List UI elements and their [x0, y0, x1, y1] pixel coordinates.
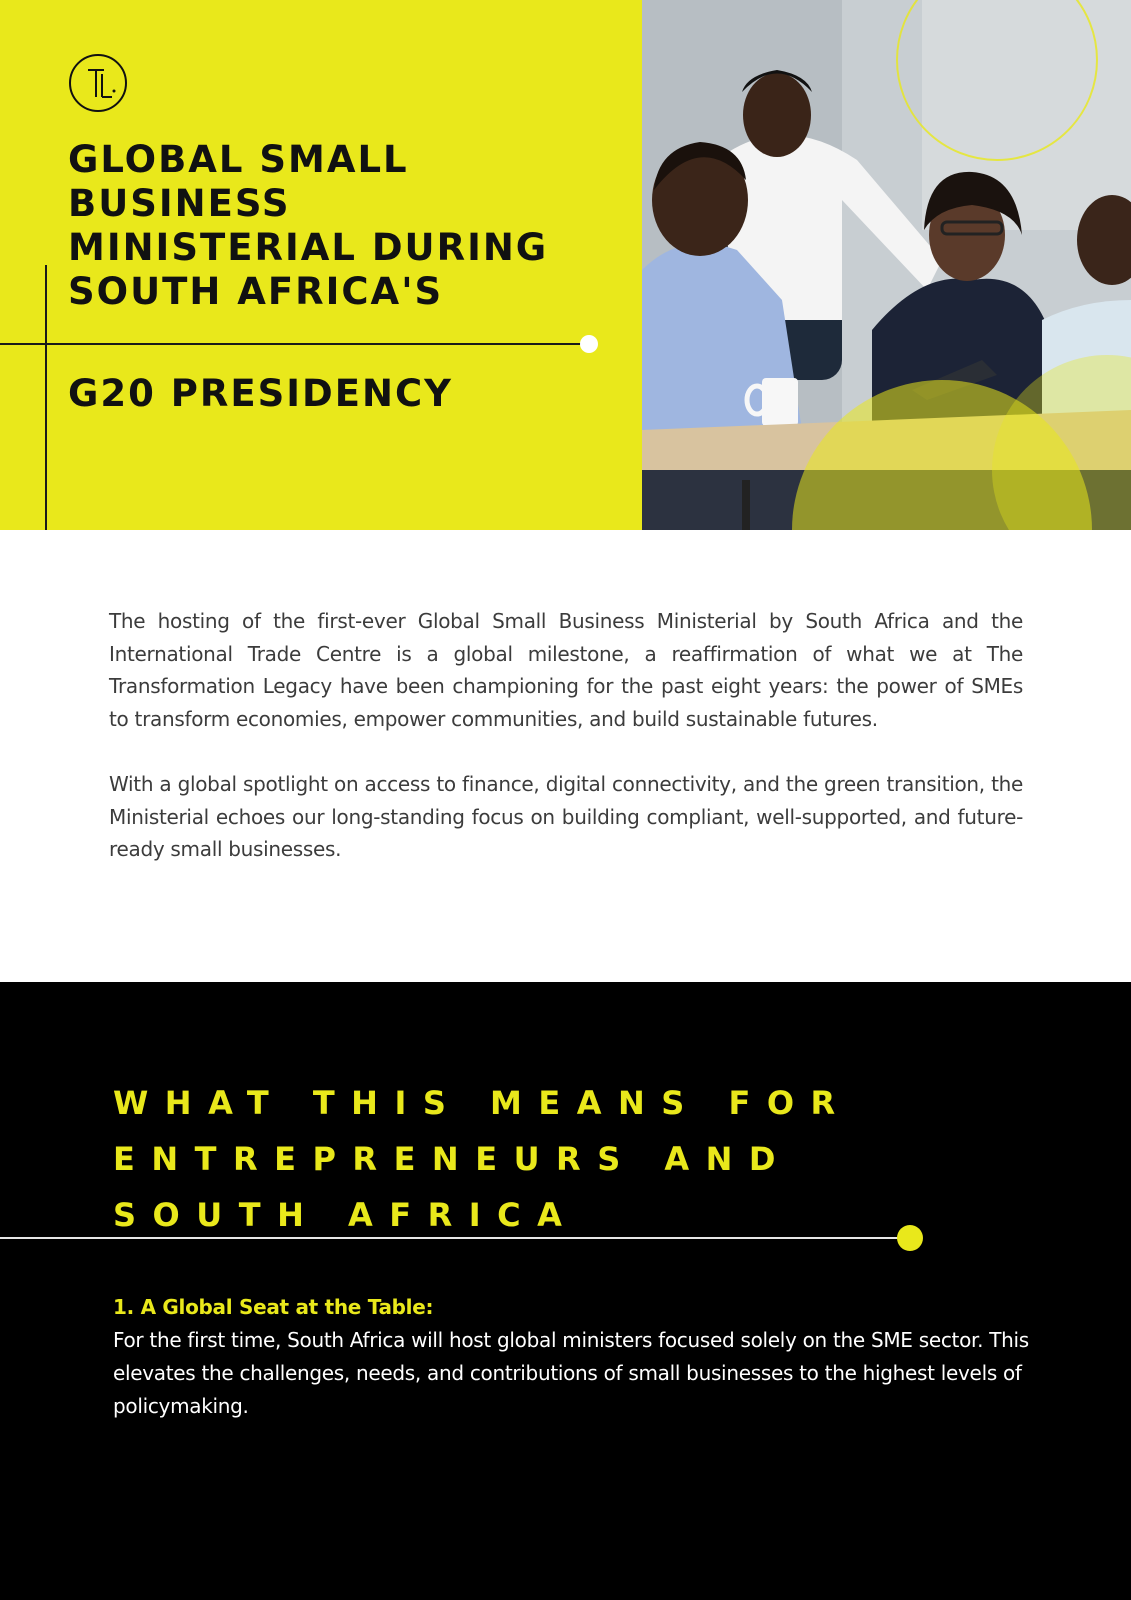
point-title: 1. A Global Seat at the Table: — [113, 1295, 434, 1319]
hero-yellow-panel — [0, 0, 642, 530]
meeting-photo-image — [642, 0, 1131, 530]
point-body: For the first time, South Africa will host global ministers focused solely on the SME sector. This elevates the challenges, needs, and contributions of small businesses to the highest levels of policymaking. — [113, 1328, 1029, 1418]
intro-paragraph: With a global spotlight on access to finance, digital connectivity, and the green transition, the Ministerial echoes our long-standing focus on building compliant, well-supported, and future-ready small businesses. — [109, 772, 1023, 861]
section-rule — [0, 1237, 905, 1239]
rule-dot — [580, 335, 598, 353]
hero-title: GLOBAL SMALL BUSINESS MINISTERIAL DURING SOUTH AFRICA'S — [68, 138, 549, 313]
point-item — [113, 1292, 1033, 1423]
section-heading: WHAT THIS MEANS FOR ENTREPRENEURS AND SOUTH AFRICA — [113, 1084, 852, 1234]
hero-section — [0, 0, 1131, 530]
hero-photo — [642, 0, 1131, 530]
horizontal-rule — [0, 343, 583, 345]
intro-text — [109, 605, 1023, 899]
implications-section — [0, 982, 1131, 1600]
hero-subtitle: G20 PRESIDENCY — [68, 372, 453, 415]
vertical-rule — [45, 265, 47, 530]
tl-logo-icon — [67, 53, 129, 113]
section-rule-dot — [897, 1225, 923, 1251]
intro-paragraph: The hosting of the first-ever Global Small Business Ministerial by South Africa and the International Trade Centre is a global milestone, a reaffirmation of what we at The Transformation Legacy have been championing for the past eight years: the power of SMEs to transform economies, empower communities, and build sustainable futures. — [109, 609, 1023, 731]
